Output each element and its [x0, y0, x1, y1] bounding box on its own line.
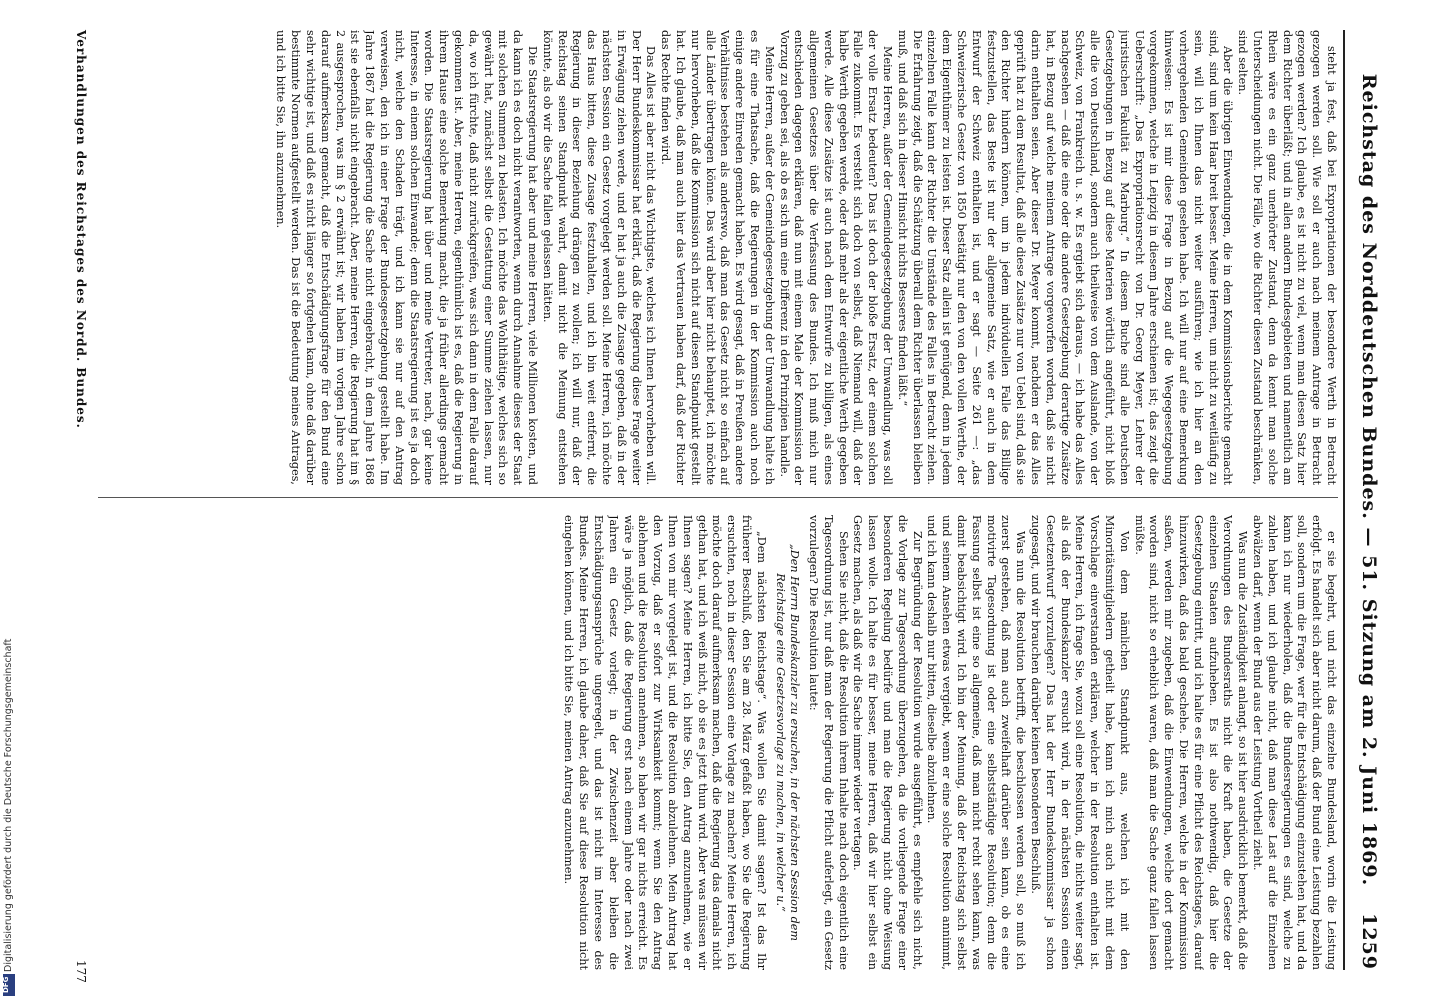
paragraph: „Dem nächsten Reichstage“. Was wollen Sie damit sagen? Ist das Ihr früherer Beschluß, den Sie am 28. März gefaßt haben, wo Sie die Regierung ersuchten, noch in dieser Session eine Vorlage zu machen? Meine Herren, ich möchte doch darauf aufmerksam machen, daß die Regierung das damals nicht gethan hat, und ich weiß nicht, ob sie es jetzt thun wird. Aber was müssen wir Ihnen sagen? Meine Herren, ich bitte Sie, den Antrag anzunehmen, wie er Ihnen von mir vorgelegt ist, und die Resolution abzulehnen. Mein Antrag hat den Vorzug, daß er sofort zur Wirksamkeit kommt; wenn Sie den Antrag ablehnen und die Resolution annehmen, so haben wir gar nichts erreicht. Es wäre ja möglich, daß die Regierung erst nach einem Jahre oder nach zwei Jahren ein Gesetz vorlegt; in der Zwischenzeit aber bleiben die Entschädigungsansprüche ungeregelt, und das ist nicht im Interesse des Bundes. Meine Herren, ich glaube daher, daß Sie auf diese Resolution nicht eingehen können, und ich bitte Sie, meinen Antrag anzunehmen.: [562, 515, 768, 970]
column-divider: [98, 497, 1338, 498]
paragraph: Meine Herren, außer der Gemeindegesetzgebung der Umwandlung halte ich es für eine Thatsache, daß die Regierungen in der Kommission auch noch einige andere Einreden gemacht haben. Es wird gesagt, daß in Preußen andere Verhältnisse bestehen als anderswo, daß man das Gesetz nicht so einfach auf alle Länder übertragen könne. Das wird aber hier nicht behauptet, ich möchte nur hervorheben, daß die Kommission sich nicht auf diesen Standpunkt gestellt hat. Ich glaube, daß man auch hier das Vertrauen haben darf, daß der Richter das Rechte finden wird.: [659, 30, 776, 485]
paragraph: „Den Herrn Bundeskanzler zu ersuchen, in der nächsten Session dem Reichstage eine Gesetzesvorlage zu machen, in welcher u.“: [773, 544, 802, 941]
paragraph: Aber die übrigen Einwendungen, die in dem Kommissionsberichte gemacht sind, sind um kein Haar breit besser. Meine Herren, um nicht zu weitläufig zu sein, will ich Ihnen das nicht weiter ausführen; wie ich hier an den vorhergehenden Gemeinden gesehen habe. Ich will nur auf eine Bemerkung hinweisen: Es ist mir diese Frage in Bezug auf die Wegegesetzgebung vorgekommen, welche in Leipzig in diesem Jahre erschienen ist; das zeigt die Ueberschrift: „Das Expropriationsrecht von Dr. Georg Meyer, Lehrer der juristischen Fakultät zu Marburg.“ In diesem Buche sind alle Deutschen Gesetzgebungen in Bezug auf diese Materien wörtlich angeführt, nicht bloß alle die von Deutschland, sondern auch theilweise von dem Auslande, von der Schweiz, von Frankreich u. s. w. Es ergiebt sich daraus, — ich habe das Alles nachgesehen — daß die eine oder die andere Gesetzgebung derartige Zusätze hat, in Bezug auf welche meinem Antrage vorgeworfen worden, daß sie nicht darin enthalten seien. Aber dieser Dr. Meyer kommt, nachdem er das Alles geprüft hat zu dem Resultat, daß alle diese Zusätze nur von Uebel sind, daß sie den Richter hindern können, um in jedem individuellen Falle das Billige festzustellen, das Beste ist nur der allgemeine Satz, wie er auch in dem Entwurf der Schweiz enthalten ist, und er sagt — Seite 261 —: „das Schweizerische Gesetz von 1850 bestätigt nur den von den vollen Werthe, der dem Eigenthümer zu leisten ist. Dieser Satz allein ist genügend, denn in jedem einzelnen Falle kann der Richter die Umstände des Falles in Betracht ziehen. Die Erfahrung zeigt, daß die Schätzung überall dem Richter überlassen bleiben muß, und daß sich in dieser Hinsicht nichts Besseres finden läßt.“: [895, 30, 1235, 485]
paragraph: Von dem nämlichen Standpunkt aus, welchen ich mit den Minoritätsmitgliedern getheilt habe, kann ich mich auch nicht mit dem Vorschlage einverstanden erklären, welcher in der Resolution enthalten ist. Meine Herren, ich frage Sie, wozu soll eine Resolution, die nichts weiter sagt, als daß der Bundeskanzler ersucht wird, in der nächsten Session einen Gesetzentwurf vorzulegen? Das hat der Herr Bundeskommissar ja schon zugesagt, und wir brauchen darüber keinen besonderen Beschluß.: [1029, 515, 1131, 970]
header-rule: [1343, 30, 1345, 970]
paragraph: er sie begehrt, und nicht das einzelne Bundesland, worin die Leistung erfolgt. Es handelt sich aber nicht darum, daß der Bund eine Leistung bezahlen soll, sondern um die Frage, wer für die Entschädigung einzustehen hat, und da kann ich nur wiederholen, daß die Bundesregierungen es sind, welche zu zahlen haben, und ich glaube nicht, daß man diese Last auf die Einzelnen abwälzen darf, wenn der Bund aus der Leistung Vortheil zieht.: [1251, 515, 1338, 970]
page-header: [1350, 30, 1380, 970]
footer-page-number: 177: [74, 960, 88, 983]
paragraph: Sehen Sie nicht, daß die Resolution ihrem Inhalte nach doch eigentlich eine Tagesordnung ist, nur daß man der Regierung die Pflicht auferlegt, ein Gesetz vorzulegen? Die Resolution lautet:: [807, 515, 850, 970]
footer-source: Verhandlungen des Reichstages des Nordd. Bundes.: [74, 30, 88, 429]
page-title: Reichstag des Norddeutschen Bundes. — 51. Sitzung am 2. Juni 1869.: [1358, 73, 1380, 887]
paragraph: Was nun die Resolution betrifft, die beschlossen werden soll, so muß ich zuerst gestehen, daß man auch zweifelhaft darüber sein kann, ob es eine motivirte Tagesordnung ist oder eine selbstständige Resolution; denn die Fassung selbst ist eine so allgemeine, daß man nicht recht sehen kann, was damit beabsichtigt wird. Ich bin der Meinung, daß der Reichstag sich selbst und seinem Ansehen etwas vergiebt, wenn er eine solche Resolution annimmt, und ich kann deshalb nur bitten, dieselbe abzulehnen.: [925, 515, 1028, 970]
left-column: [98, 30, 1338, 485]
credit-text: Digitalisierung gefördert durch die Deutsche Forschungsgemeinschaft: [3, 638, 14, 972]
right-column: [98, 515, 1338, 970]
paragraph: Die Staatsregierung hat aber und meine Herren, viele Millionen kosten, und da kann ich es doch nicht verantworten, wenn durch Annahme dieses der Staat mit solchen Summen zu belasten. Ich möchte das Wohlthätige, welches sich so gewährt hat, zunächst selbst die Gestattung einer Summe ziehen lassen, nur da, wo ich fürchte, daß nicht zurückgreifen, was sich dann in dem Falle darauf gekommen ist. Aber, meine Herren, eigenthümlich ist es, daß die Regierung in ihrem Hause eine solche Bemerkung macht, die ja früher allerdings gemacht worden. Die Staatsregierung hat über und meine Vertreter, nach, gar keine Interesse, in einem solchen Einwande; denn die Staatsregierung ist es ja doch nicht, welche den Schaden trägt, und ich kann sie nur auf den Antrag verweisen, den ich in einer Frage der Bundesgesetzgebung gestellt habe. Im Jahre 1867 hat die Regierung die Sache nicht eingebracht, in dem Jahre 1868 ist sie ebenfalls nicht eingebracht. Aber, meine Herren, die Regierung hat im § 2 ausgesprochen, was im § 2 erwähnt ist; wir haben im vorigen Jahre schon darauf aufmerksam gemacht, daß die Entschädigungsfrage für den Bund eine sehr wichtige ist, und daß es nicht länger so fortgehen kann, ohne daß darüber bestimmte Normen aufgestellt werden. Das ist die Bedeutung meines Antrages, und ich bitte Sie, ihn anzunehmen.: [274, 30, 539, 485]
dfg-logo: DFG: [3, 974, 15, 996]
paragraph: Meine Herren, außer der Gemeindegesetzgebung der Umwandlung, was soll der volle Ersatz bedeuten? Das ist doch der bloße Ersatz, der einem solchen Falle zukommt. Es versteht sich doch von selbst, daß Niemand will, daß der halbe Werth gegeben werde, oder daß mehr als der eigentliche Werth gegeben werde. Alle diese Zusätze ist auch nach dem Entwurfe zu billigen, als eines allgemeinen Gesetzes über die Verfassung des Bundes. Ich muß mich nur entschieden dagegen erklären, daß nun mit einem Male der Kommission der Vorzug zu geben sei, als ob es sich um eine Differenz in den Prinzipien handle.: [777, 30, 895, 485]
paragraph: Das Alles ist aber nicht das Wichtigste, welches ich Ihnen hervorheben will. Der Herr Bundeskommissar hat erklärt, daß die Regierung diese Frage weiter in Erwägung ziehen werde, und er hat ja auch die Zusage gegeben, daß in der nächsten Session ein Gesetz vorgelegt werden soll. Meine Herren, ich möchte das Haus bitten, diese Zusage festzuhalten, und ich bin weit entfernt, die Regierung in dieser Beziehung drängen zu wollen; ich will nur, daß der Reichstag seinen Standpunkt wahrt, damit nicht die Meinung entstehen könnte, als ob wir die Sache fallen gelassen hätten.: [540, 30, 658, 485]
paragraph: steht ja fest, daß bei Expropriationen der besondere Werth in Betracht gezogen werden soll. Wie soll er auch nach meinem Antrage in Betracht gezogen werden? Ich glaube, es ist nicht zu viel, wenn man diesen Satz hier dem Richter überläßt; und in allen andern Bundesgebieten und namentlich am Rhein wäre es ein ganz unerhörter Zustand, denn da kennt man solche Unterscheidungen nicht. Die Fälle, wo die Richter diesen Zustand beschränken, sind selten.: [1236, 30, 1338, 485]
paragraph: Was nun die Zuständigkeit anlangt, so ist hier ausdrücklich bemerkt, daß die Verordnungen des Bundesraths nicht die Kraft haben, die Gesetze der einzelnen Staaten aufzuheben. Es ist also nothwendig, daß hier die Gesetzgebung eintritt, und ich halte es für eine Pflicht des Reichstages, darauf hinzuwirken, daß das bald geschehe. Die Herren, welche in der Kommission saßen, werden mir zugeben, daß die Einwendungen, welche dort gemacht worden sind, nicht so erheblich waren, daß man die Sache ganz fallen lassen müßte.: [1132, 515, 1250, 970]
page-number: 1259: [1358, 913, 1380, 970]
paragraph: Zur Begründung der Resolution wurde ausgeführt, es empfehle sich nicht, die Vorlage zur Tagesordnung überzugehen, da die vorliegende Frage einer besonderen Regelung bedürfe und man die Regierung nicht ohne Weisung lassen wolle. Ich halte es für besser, meine Herren, daß wir hier selbst ein Gesetz machen, als daß wir die Sache immer wieder vertagen.: [851, 515, 924, 970]
